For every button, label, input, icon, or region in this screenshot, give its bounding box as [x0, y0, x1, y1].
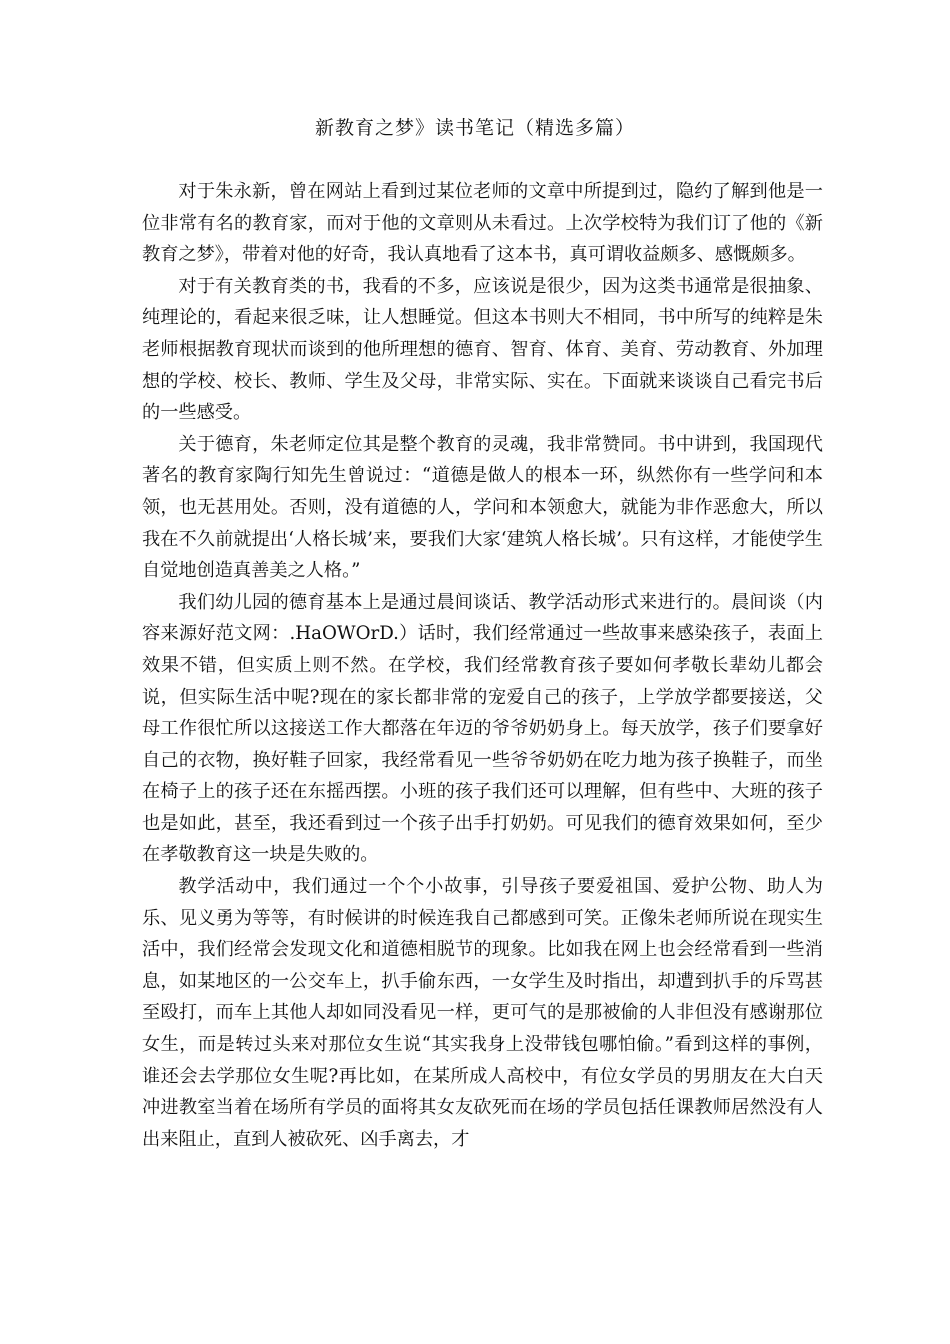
- paragraph-4: 我们幼儿园的德育基本上是通过晨间谈话、教学活动形式来进行的。晨间谈（内容来源好范文网：.HaOWOrD.）话时，我们经常通过一些故事来感染孩子，表面上效果不错，但实质上则不然。在学校，我们经常教育孩子要如何孝敬长辈幼儿都会说，但实际生活中呢?现在的家长都非常的宠爱自己的孩子，上学放学都要接送，父母工作很忙所以这接送工作大都落在年迈的爷爷奶奶身上。每天放学，孩子们要拿好自己的衣物，换好鞋子回家，我经常看见一些爷爷奶奶在吃力地为孩子换鞋子，而坐在椅子上的孩子还在东摇西摆。小班的孩子我们还可以理解，但有些中、大班的孩子也是如此，甚至，我还看到过一个孩子出手打奶奶。可见我们的德育效果如何，至少在孝敬教育这一块是失败的。: [142, 591, 823, 866]
- paragraph-2: 对于有关教育类的书，我看的不多，应该说是很少，因为这类书通常是很抽象、纯理论的，看起来很乏味，让人想睡觉。但这本书则大不相同，书中所写的纯粹是朱老师根据教育现状而谈到的他所理想的德育、智育、体育、美育、劳动教育、外加理想的学校、校长、教师、学生及父母，非常实际、实在。下面就来谈谈自己看完书后的一些感受。: [142, 275, 823, 424]
- document-body: [142, 176, 823, 1155]
- paragraph-1: 对于朱永新，曾在网站上看到过某位老师的文章中所提到过，隐约了解到他是一位非常有名的教育家，而对于他的文章则从未看过。上次学校特为我们订了他的《新教育之梦》，带着对他的好奇，我认真地看了这本书，真可谓收益颇多、感慨颇多。: [142, 181, 823, 266]
- paragraph-3: 关于德育，朱老师定位其是整个教育的灵魂，我非常赞同。书中讲到，我国现代著名的教育家陶行知先生曾说过：“道德是做人的根本一环，纵然你有一些学问和本领，也无甚用处。否则，没有道德的人，学问和本领愈大，就能为非作恶愈大，所以我在不久前就提出‘人格长城’来，要我们大家‘建筑人格长城’。只有这样，才能使学生自觉地创造真善美之人格。”: [142, 433, 823, 582]
- document-title: 新教育之梦》读书笔记（精选多篇）: [314, 117, 635, 139]
- paragraph-5: 教学活动中，我们通过一个个小故事，引导孩子要爱祖国、爱护公物、助人为乐、见义勇为等等，有时候讲的时候连我自己都感到可笑。正像朱老师所说在现实生活中，我们经常会发现文化和道德相脱节的现象。比如我在网上也会经常看到一些消息，如某地区的一公交车上，扒手偷东西，一女学生及时指出，却遭到扒手的斥骂甚至殴打，而车上其他人却如同没看见一样，更可气的是那被偷的人非但没有感谢那位女生，而是转过头来对那位女生说“其实我身上没带钱包哪怕偷。”看到这样的事例，谁还会去学那位女生呢?再比如，在某所成人高校中，有位女学员的男朋友在大白天冲进教室当着在场所有学员的面将其女友砍死而在场的学员包括任课教师居然没有人出来阻止，直到人被砍死、凶手离去，才: [142, 876, 823, 1150]
